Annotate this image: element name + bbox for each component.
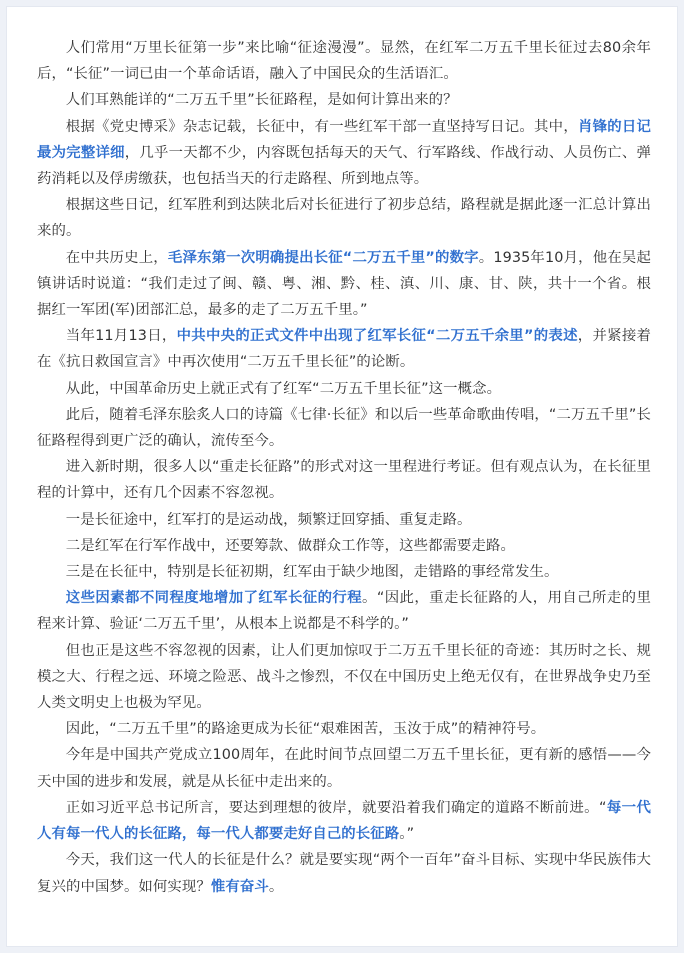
paragraph <box>37 402 651 454</box>
text-segment: 今年是中国共产党成立100周年，在此时间节点回望二万五千里长征，更有新的感悟——今天中国的进步和发展，就是从长征中走出来的。 <box>37 747 651 790</box>
paragraph <box>37 742 651 794</box>
article-card <box>6 6 678 947</box>
text-segment: 三是在长征中，特别是长征初期，红军由于缺少地图，走错路的事经常发生。 <box>65 564 559 581</box>
paragraph <box>37 638 651 717</box>
text-segment: 二是红军在行军作战中，还要筹款、做群众工作等，这些都需要走路。 <box>65 537 516 554</box>
text-segment: 进入新时期，很多人以“重走长征路”的形式对这一里程进行考证。但有观点认为，在长征里程的计算中，还有几个因素不容忽视。 <box>37 459 651 502</box>
article-body <box>37 35 651 900</box>
highlighted-text: 毛泽东第一次明确提出长征“二万五千里”的数字 <box>167 249 479 266</box>
text-segment: 根据这些日记，红军胜利到达陕北后对长征进行了初步总结，路程就是据此逐一汇总计算出来的。 <box>37 197 651 240</box>
text-segment: 一是长征途中，红军打的是运动战，频繁迂回穿插、重复走路。 <box>65 511 472 528</box>
paragraph <box>37 323 651 375</box>
text-segment: 当年11月13日， <box>65 328 177 345</box>
text-segment: 。 <box>268 878 284 895</box>
paragraph <box>37 376 651 402</box>
text-segment: ，几乎一天都不少，内容既包括每天的天气、行军路线、作战行动、人员伤亡、弹药消耗以及俘虏缴获，也包括当天的行走路程、所到地点等。 <box>37 144 651 188</box>
text-segment: 人们耳熟能详的“二万五千里”长征路程，是如何计算出来的？ <box>65 92 458 109</box>
highlighted-text: 肖锋的日记最为完整详细 <box>37 118 651 161</box>
paragraph <box>37 87 651 113</box>
highlighted-text: 这些因素都不同程度地增加了红军长征的行程 <box>65 590 363 607</box>
text-segment: 。“因此，重走长征路的人，用自己所走的里程来计算、验证‘二万五千里’，从根本上说都是不科学的。” <box>37 590 651 633</box>
text-segment: 因此，“二万五千里”的路途更成为长征“艰难困苦，玉汝于成”的精神符号。 <box>65 721 546 738</box>
text-segment: 今天，我们这一代人的长征是什么？就是要实现“两个一百年”奋斗目标、实现中华民族伟大复兴的中国梦。如何实现？ <box>37 852 651 895</box>
paragraph <box>37 454 651 506</box>
paragraph <box>37 585 651 637</box>
paragraph <box>37 847 651 899</box>
paragraph <box>37 192 651 244</box>
text-segment: 正如习近平总书记所言，要达到理想的彼岸，就要沿着我们确定的道路不断前进。“ <box>65 799 607 816</box>
paragraph <box>37 114 651 193</box>
text-segment: 根据《党史博采》杂志记载，长征中，有一些红军干部一直坚持写日记。其中， <box>65 118 578 135</box>
text-segment: ，并紧接着在《抗日救国宣言》中再次使用“二万五千里长征”的论断。 <box>37 328 651 371</box>
paragraph <box>37 35 651 87</box>
paragraph <box>37 245 651 324</box>
text-segment: 此后，随着毛泽东脍炙人口的诗篇《七律·长征》和以后一些革命歌曲传唱，“二万五千里”长征路程得到更广泛的确认，流传至今。 <box>37 406 651 450</box>
text-segment: 从此，中国革命历史上就正式有了红军“二万五千里长征”这一概念。 <box>65 380 502 397</box>
paragraph <box>37 507 651 533</box>
highlighted-text: 中共中央的正式文件中出现了红军长征“二万五千余里”的表述 <box>176 328 578 345</box>
highlighted-text: 惟有奋斗 <box>210 878 269 895</box>
text-segment: 在中共历史上， <box>65 249 168 266</box>
highlighted-text: 每一代人有每一代人的长征路，每一代人都要走好自己的长征路 <box>37 799 651 843</box>
text-segment: 人们常用“万里长征第一步”来比喻“征途漫漫”。显然，在红军二万五千里长征过去80余年后，“长征”一词已由一个革命话语，融入了中国民众的生活语汇。 <box>37 40 651 83</box>
text-segment: 。” <box>399 826 415 843</box>
paragraph <box>37 559 651 585</box>
paragraph <box>37 716 651 742</box>
paragraph <box>37 533 651 559</box>
text-segment: 。1935年10月，他在吴起镇讲话时说道：“我们走过了闽、赣、粤、湘、黔、桂、滇、川、康、甘、陕，共十一个省。根据红一军团(军)团部汇总，最多的走了二万五千里。” <box>37 249 651 319</box>
text-segment: 但也正是这些不容忽视的因素，让人们更加惊叹于二万五千里长征的奇迹：其历时之长、规模之大、行程之远、环境之险恶、战斗之惨烈，不仅在中国历史上绝无仅有，在世界战争史乃至人类文明史上也极为罕见。 <box>37 642 651 712</box>
paragraph <box>37 795 651 847</box>
